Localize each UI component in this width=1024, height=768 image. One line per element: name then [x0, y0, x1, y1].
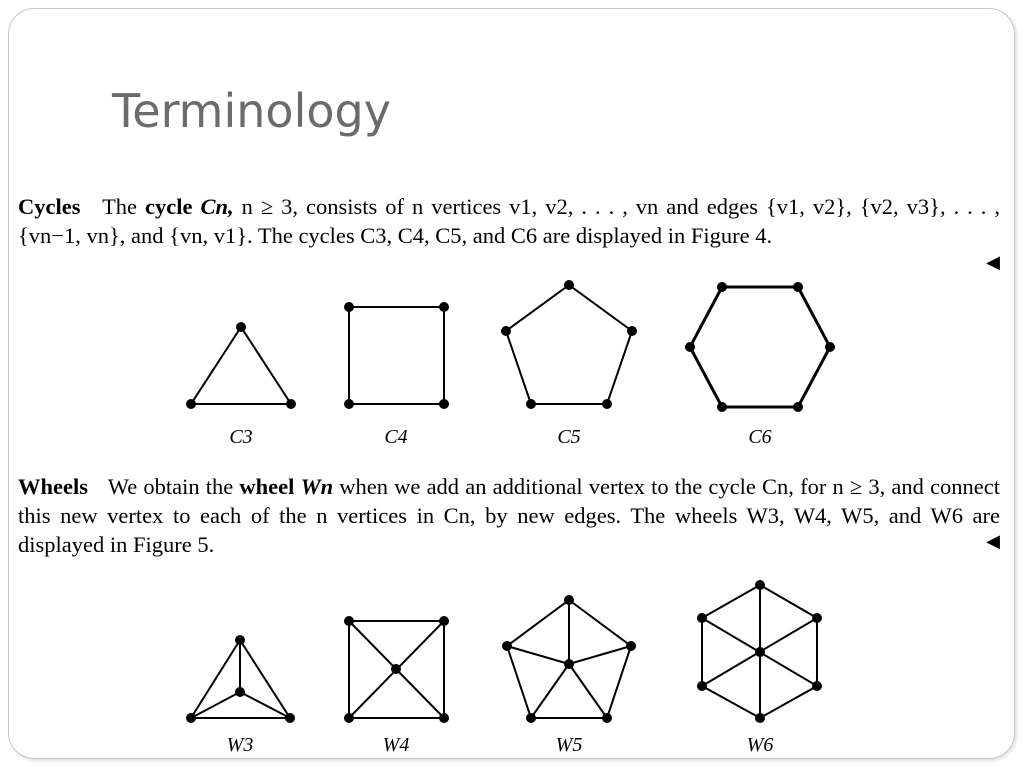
slide-title: Terminology [112, 84, 391, 138]
wheel-w5-graph [502, 595, 636, 723]
c5-label: C5 [557, 426, 581, 448]
wheels-bold-word: wheel [239, 474, 295, 499]
w6-label: W6 [746, 734, 774, 756]
cycles-text-before: The [102, 194, 138, 219]
w3-label: W3 [226, 734, 254, 756]
cycles-text-after: n ≥ 3, consists of n vertices v1, v2, . . . , vn and edges {v1, v2}, {v2, v3}, . . . , {vn−1, vn}, and {vn, v1}. The cycles C3, C4, C5, and C6 are displayed in Figure 4. [18, 194, 1001, 248]
cycles-term: Cycles [18, 194, 81, 219]
c4-label: C4 [384, 426, 408, 448]
wheel-w3-graph [186, 635, 295, 723]
cycle-c4-graph [344, 302, 449, 409]
cycles-bold-symbol: Cn, [200, 194, 234, 219]
c3-label: C3 [229, 426, 253, 448]
w4-label: W4 [382, 734, 410, 756]
cycles-bold-word: cycle [145, 194, 193, 219]
cycle-c3-graph [186, 322, 296, 409]
cycle-c5-graph [501, 280, 637, 409]
wheel-w6-graph [697, 580, 822, 723]
wheels-text-after: when we add an additional vertex to the cycle Cn, for n ≥ 3, and connect this new vertex to each of the n vertices in Cn, by new edges. The wheels W3, W4, W5, and W6 are displayed in Figure 5. [18, 474, 1001, 557]
wheel-w4-graph [344, 616, 449, 723]
wheels-bold-symbol: Wn [300, 474, 334, 499]
w5-label: W5 [555, 734, 583, 756]
wheels-end-mark: ◀ [986, 531, 1000, 552]
c6-label: C6 [748, 426, 772, 448]
cycle-c6-graph [685, 282, 835, 412]
wheels-term: Wheels [18, 474, 88, 499]
wheels-text-before: We obtain the [107, 474, 234, 499]
cycles-end-mark: ◀ [986, 252, 1000, 273]
